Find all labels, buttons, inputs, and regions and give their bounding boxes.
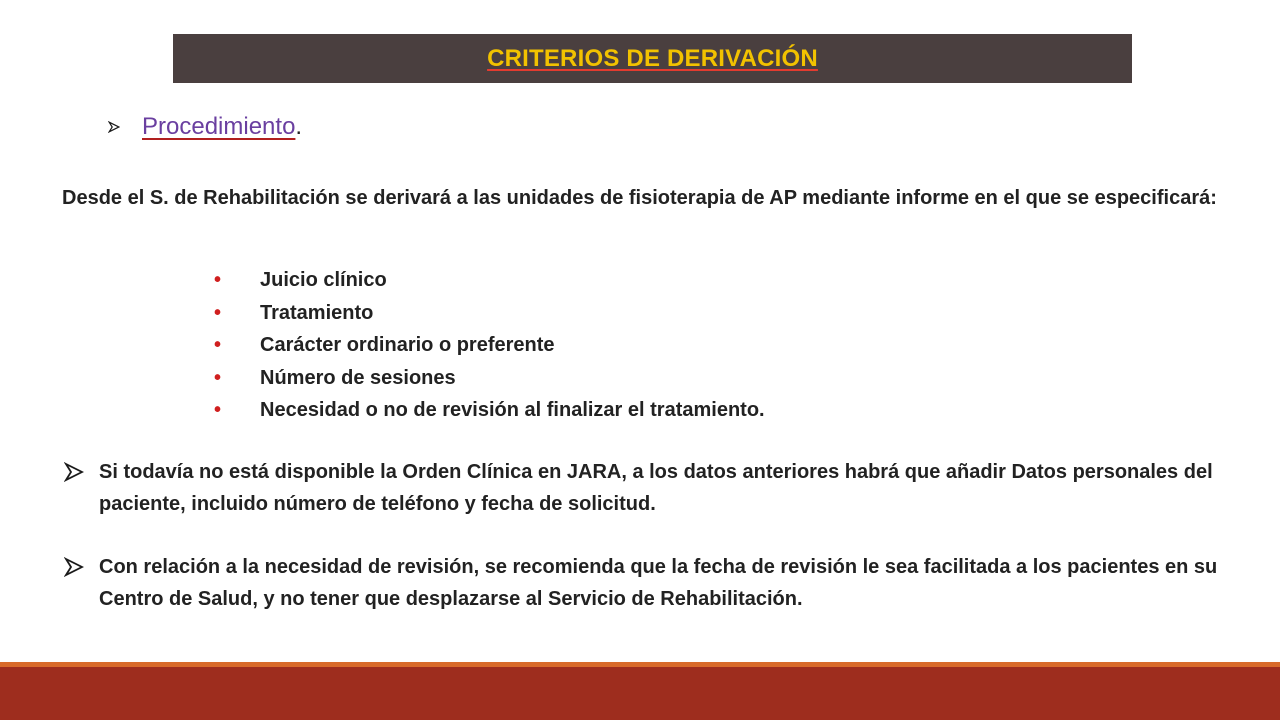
list-item-text: Número de sesiones xyxy=(260,366,456,389)
dot-bullet-icon: • xyxy=(214,301,222,324)
section-heading xyxy=(108,113,302,141)
dot-bullet-icon: • xyxy=(214,269,222,291)
arrow-bullet-icon xyxy=(64,557,84,577)
list-item xyxy=(214,297,765,330)
paragraph-jara xyxy=(64,456,1234,520)
section-label: Procedimiento xyxy=(142,113,296,140)
dot-bullet-icon: • xyxy=(214,334,222,356)
arrow-bullet-icon xyxy=(64,462,84,482)
dot-bullet-icon: • xyxy=(214,399,222,421)
dot-bullet-icon: • xyxy=(214,366,222,389)
list-item xyxy=(214,362,765,395)
paragraph-revision xyxy=(64,551,1234,615)
list-item-text: Carácter ordinario o preferente xyxy=(260,334,555,356)
list-item-text: Juicio clínico xyxy=(260,269,387,291)
list-item xyxy=(214,394,765,427)
list-item-text: Necesidad o no de revisión al finalizar el tratamiento. xyxy=(260,399,765,421)
paragraph-text: Si todavía no está disponible la Orden Clínica en JARA, a los datos anteriores habrá que añadir Datos personales del paciente, incluido número de teléfono y fecha de solicitud. xyxy=(99,461,1213,515)
section-label-suffix: . xyxy=(295,113,303,140)
paragraph-text: Con relación a la necesidad de revisión, se recomienda que la fecha de revisión le sea facilitada a los pacientes en su Centro de Salud, y no tener que desplazarse al Servicio de Rehabilitación. xyxy=(99,556,1218,610)
list-item-text: Tratamiento xyxy=(260,301,374,324)
list-item xyxy=(214,264,765,297)
list-item xyxy=(214,329,765,362)
slide-title: CRITERIOS DE DERIVACIÓN xyxy=(487,44,818,72)
criteria-list xyxy=(214,264,765,427)
footer-bar xyxy=(0,667,1280,720)
intro-text: Desde el S. de Rehabilitación se derivará a las unidades de fisioterapia de AP mediante informe en el que se especificará: xyxy=(62,187,1217,209)
title-bar xyxy=(173,34,1132,83)
arrow-bullet-icon xyxy=(108,121,120,133)
